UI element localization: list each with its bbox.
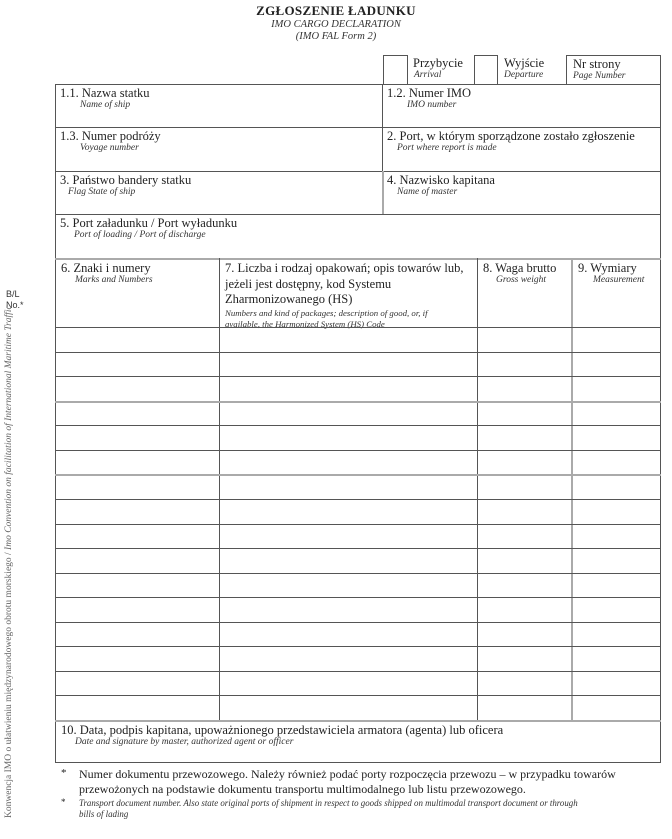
ports-field[interactable] [60,216,657,256]
table-row[interactable] [56,500,660,524]
col-header-marks-label: 6. Znaki i numery [61,261,151,275]
ship-name-field[interactable] [60,86,378,126]
divider [55,720,661,722]
col-header-marks-label-en: Marks and Numbers [75,275,153,285]
arrival-label: Przybycie [413,56,463,70]
departure-checkbox[interactable] [474,55,498,85]
imo-number-label-en: IMO number [407,100,457,110]
master-name-label-en: Name of master [397,187,458,197]
page-number-field[interactable] [566,55,661,85]
table-row[interactable] [56,574,660,598]
ship-name-label-en: Name of ship [80,100,131,110]
col-header-measurement-label-en: Measurement [593,275,645,285]
signature-label-en: Date and signature by master, authorized agent or officer [75,737,294,747]
form-title: ZGŁOSZENIE ŁADUNKU [256,3,416,18]
col-header-marks [61,261,153,286]
col-header-description [225,261,463,330]
convention-vertical-text [4,305,14,818]
divider [55,171,661,172]
ports-label: 5. Port załadunku / Port wyładunku [60,216,238,230]
table-row[interactable] [56,598,660,622]
arrival-label-en: Arrival [414,70,442,80]
flag-state-label: 3. Państwo bandery statku [60,173,192,187]
convention-text-en: Imo Convention on facilitation of International Maritime Traffic [4,305,14,550]
master-name-label: 4. Nazwisko kapitana [387,173,495,187]
voyage-number-label: 1.3. Numer podróży [60,129,161,143]
divider [55,214,661,215]
ship-name-label: 1.1. Nazwa statku [60,86,150,100]
convention-text-pl: Konwencja IMO o ułatwieniu międzynarodowego obrotu morskiego / [4,549,14,818]
report-port-label-en: Port where report is made [397,143,497,153]
footnote-en-line: Transport document number. Also state original ports of shipment in respect to goods shipped on multimodal transport document or through [79,798,578,808]
footnote-pl-line: przewożonych na podstawie dokumentu transportu multimodalnego lub listu przewozowego. [79,782,526,796]
table-row[interactable] [56,426,660,450]
departure-label: Wyjście [504,56,545,70]
departure-label-group [504,56,544,81]
flag-state-field[interactable] [60,173,378,213]
departure-label-en: Departure [504,70,544,80]
footnote-star: * [61,767,67,779]
page-number-label: Nr strony [573,57,621,71]
col-header-gross-weight-label: 8. Waga brutto [483,261,557,275]
footnote-en-line: bills of lading [79,809,129,819]
arrival-checkbox[interactable] [383,55,408,85]
flag-state-label-en: Flag State of ship [68,187,136,197]
bl-label-line: B/L [6,289,20,299]
table-row[interactable] [56,672,660,696]
footnote-pl-line: Numer dokumentu przewozowego. Należy również podać porty rozpoczęcia przewozu – w przypadku towarów [79,767,616,781]
col-header-description-line: jeżeli jest dostępny, kod Systemu [225,276,392,291]
signature-field[interactable] [61,723,657,761]
ports-label-en: Port of loading / Port of discharge [74,230,206,240]
table-row[interactable] [56,377,660,401]
table-row[interactable] [56,353,660,377]
divider [382,84,383,171]
table-row[interactable] [56,402,660,426]
form-reference: (IMO FAL Form 2) [295,31,377,42]
arrival-label-group [413,56,463,81]
imo-number-field[interactable] [387,86,657,126]
voyage-number-field[interactable] [60,129,378,169]
col-header-description-en-line: available, the Harmonized System (HS) Code [225,318,385,329]
form-subtitle: IMO CARGO DECLARATION [271,19,401,30]
table-row[interactable] [56,475,660,499]
table-row[interactable] [56,549,660,573]
col-header-measurement [578,261,644,286]
col-header-gross-weight-label-en: Gross weight [496,275,547,285]
page-number-label-en: Page Number [573,71,626,81]
divider [382,171,384,214]
bl-label-line: No.* [6,300,24,310]
col-header-description-line: 7. Liczba i rodzaj opakowań; opis towarów lub, [225,261,464,275]
col-header-gross-weight [483,261,556,286]
divider [55,127,661,128]
signature-label: 10. Data, podpis kapitana, upoważnionego przedstawiciela armatora (agenta) lub oficera [61,723,504,737]
col-header-description-en-line: Numbers and kind of packages; description of good, or, if [225,307,428,318]
table-row[interactable] [56,623,660,647]
table-row[interactable] [56,451,660,475]
table-row[interactable] [56,696,660,720]
table-row[interactable] [56,525,660,549]
voyage-number-label-en: Voyage number [80,143,139,153]
col-header-measurement-label: 9. Wymiary [578,261,637,275]
table-row[interactable] [56,328,660,352]
report-port-label: 2. Port, w którym sporządzone zostało zgłoszenie [387,129,635,143]
imo-number-label: 1.2. Numer IMO [387,86,472,100]
col-header-description-line: Zharmonizowanego (HS) [225,292,353,306]
report-port-field[interactable] [387,129,657,169]
footnote-star: * [61,797,66,807]
master-name-field[interactable] [387,173,657,213]
table-row[interactable] [56,647,660,671]
